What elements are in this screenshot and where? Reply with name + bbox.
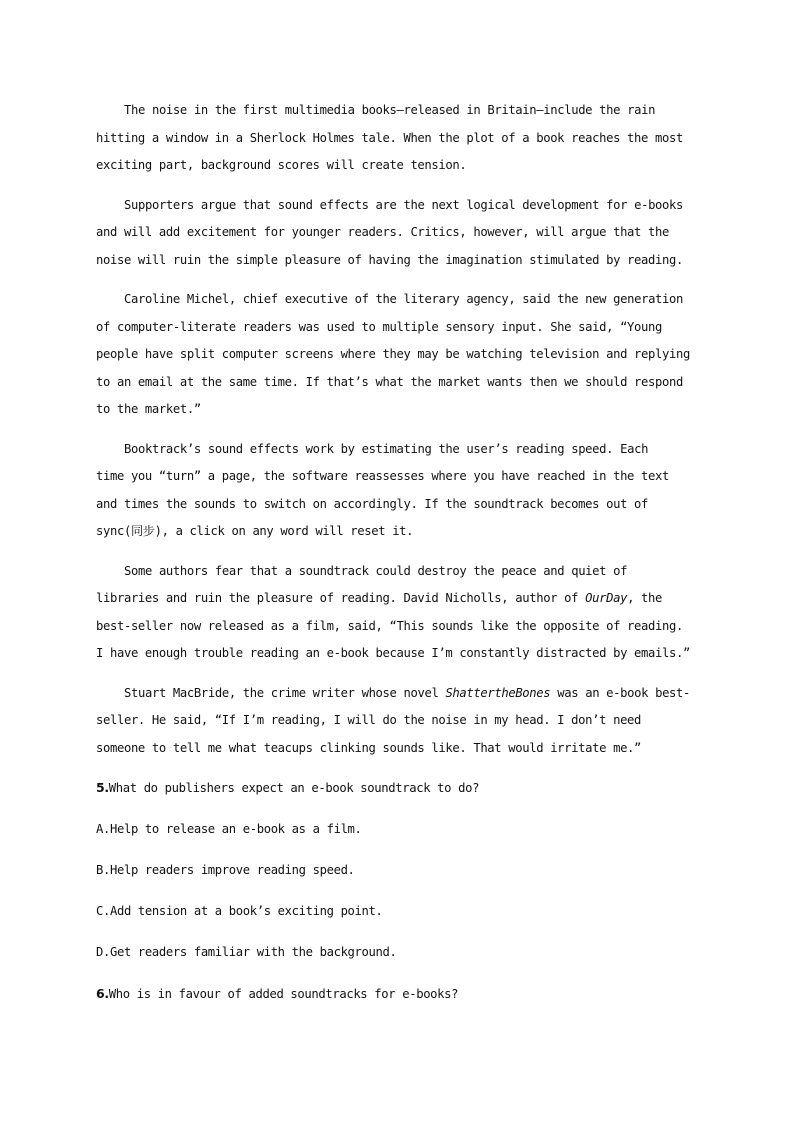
- question-5-option-b: B.Help readers improve reading speed.: [96, 863, 355, 877]
- book-title-ourday: OurDay: [585, 591, 628, 605]
- paragraph-2-line-3: noise will ruin the simple pleasure of having the imagination stimulated by reading.: [96, 252, 683, 267]
- paragraph-6-line-1-text-c: was an e-book best-: [550, 685, 691, 700]
- paragraph-2-line-2: and will add excitement for younger readers. Critics, however, will argue that the: [96, 225, 669, 239]
- paragraph-3-line-5: to the market.”: [96, 402, 201, 416]
- book-title-shatterthebones: ShattertheBones: [445, 685, 551, 700]
- paragraph-5-line-2-text-a: libraries and ruin the pleasure of reading. David Nicholls, author of: [96, 591, 586, 605]
- paragraph-6: [96, 680, 696, 763]
- paragraph-6-line-3: someone to tell me what teacups clinking sounds like. That would irritate me.”: [96, 740, 642, 755]
- question-6-stem: [96, 980, 696, 1009]
- paragraph-1-line-2: hitting a window in a Sherlock Holmes tale. When the plot of a book reaches the most: [96, 130, 683, 145]
- paragraph-5: [96, 558, 696, 668]
- paragraph-5-line-1: Some authors fear that a soundtrack could destroy the peace and quiet of: [124, 563, 628, 578]
- paragraph-4: [96, 436, 696, 546]
- question-5-stem: [96, 774, 696, 803]
- paragraph-1-line-3: exciting part, background scores will create tension.: [96, 158, 467, 172]
- paragraph-6-line-2: seller. He said, “If I’m reading, I will do the noise in my head. I don’t need: [96, 713, 642, 727]
- paragraph-3-line-4: to an email at the same time. If that’s what the market wants then we should respond: [96, 374, 683, 389]
- question-5-text: What do publishers expect an e-book soundtrack to do?: [108, 781, 480, 795]
- paragraph-5-line-2: [96, 585, 696, 613]
- paragraph-3-line-1: Caroline Michel, chief executive of the literary agency, said the new generation: [124, 292, 684, 306]
- question-5-option-a: A.Help to release an e-book as a film.: [96, 822, 362, 836]
- question-6-text: Who is in favour of added soundtracks for e-books?: [108, 987, 459, 1001]
- paragraph-1-line-1: The noise in the first multimedia books—released in Britain—include the rain: [124, 103, 656, 117]
- paragraph-2: [96, 192, 696, 275]
- paragraph-6-line-1-text-a: Stuart MacBride, the crime writer whose novel: [124, 685, 446, 700]
- document-page: [96, 97, 696, 1022]
- question-5-number: 5.: [96, 780, 109, 795]
- paragraph-4-line-2: time you “turn” a page, the software reassesses where you have reached in the text: [96, 469, 669, 483]
- question-5-option-d: D.Get readers familiar with the background.: [96, 945, 397, 959]
- paragraph-2-line-1: Supporters argue that sound effects are the next logical development for e-books: [124, 197, 684, 212]
- question-5-option-c: C.Add tension at a book’s exciting point.: [96, 904, 383, 918]
- paragraph-3-line-2: of computer-literate readers was used to multiple sensory input. She said, “Young: [96, 319, 662, 334]
- paragraph-4-line-3: and times the sounds to switch on accordingly. If the soundtrack becomes out of: [96, 496, 649, 511]
- question-6-number: 6.: [96, 986, 109, 1001]
- paragraph-5-line-4: I have enough trouble reading an e-book because I’m constantly distracted by emails.”: [96, 646, 690, 660]
- paragraph-3: [96, 286, 696, 424]
- paragraph-5-line-2-text-c: , the: [627, 591, 663, 605]
- paragraph-6-line-1: [96, 680, 696, 708]
- paragraph-4-line-1: Booktrack’s sound effects work by estimating the user’s reading speed. Each: [124, 441, 649, 456]
- paragraph-4-line-4: sync(同步), a click on any word will reset it.: [96, 524, 414, 538]
- paragraph-5-line-3: best-seller now released as a film, said, “This sounds like the opposite of reading.: [96, 618, 683, 633]
- paragraph-1: [96, 97, 696, 180]
- paragraph-3-line-3: people have split computer screens where they may be watching television and replying: [96, 347, 690, 361]
